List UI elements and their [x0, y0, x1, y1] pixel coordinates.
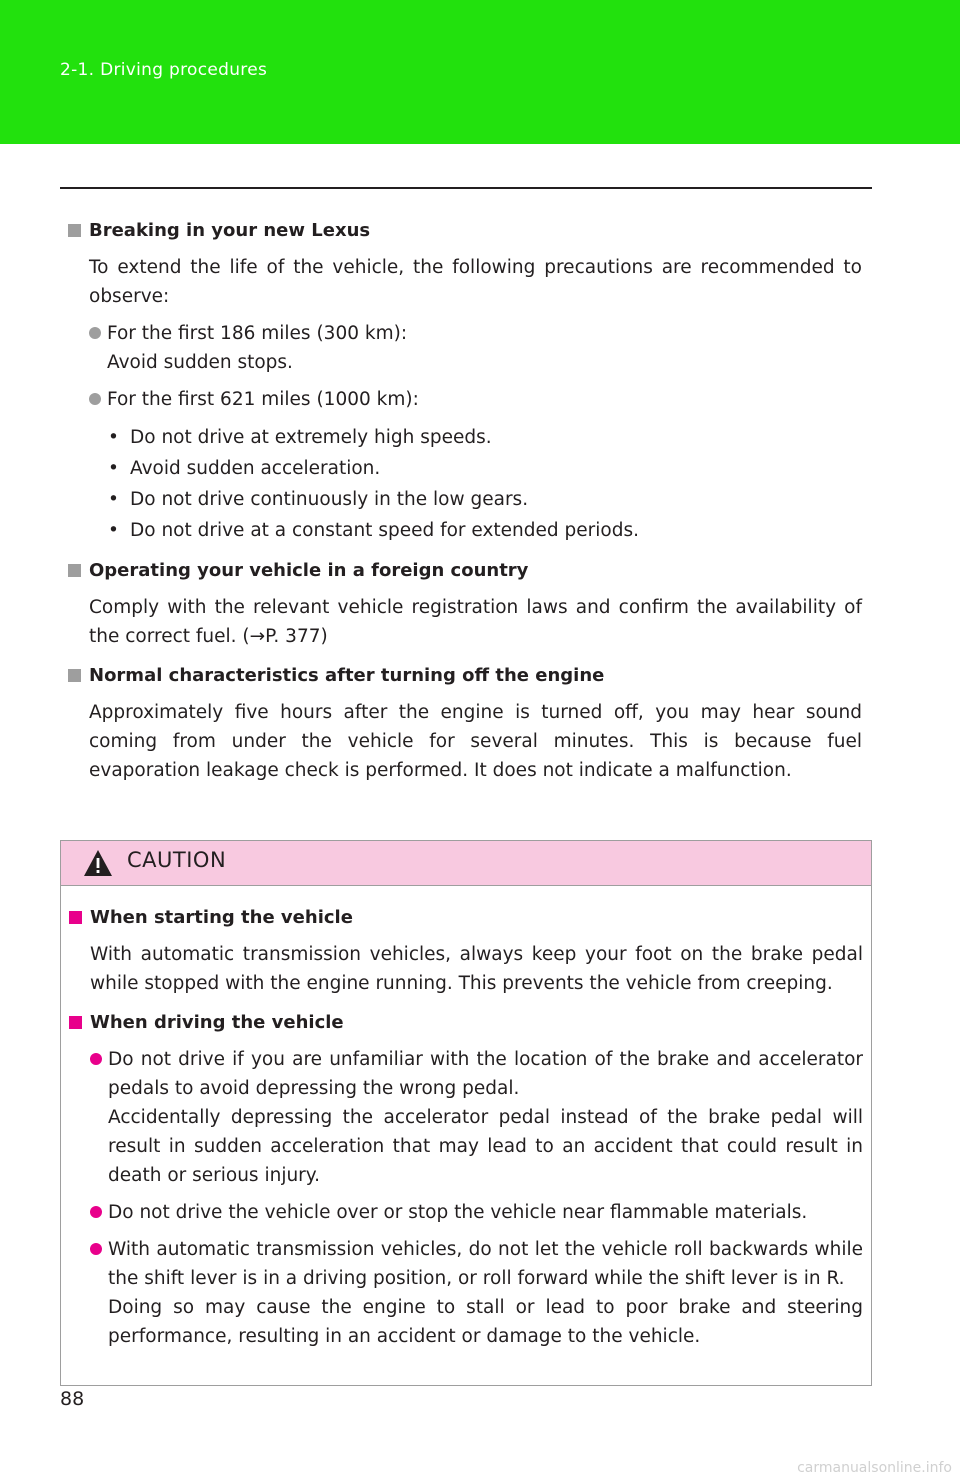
list-item	[90, 1235, 863, 1351]
sub-list-item: • Avoid sudden acceleration.	[108, 458, 381, 479]
sub-list-item: • Do not drive at extremely high speeds.	[108, 427, 492, 448]
page-number: 88	[60, 1388, 85, 1410]
circle-bullet-icon	[89, 327, 101, 339]
square-bullet-icon	[68, 669, 81, 682]
section-heading: Breaking in your new Lexus	[89, 220, 371, 241]
section-body: Approximately five hours after the engine is turned off, you may hear sound coming from under the vehicle for several minutes. This is because fuel evaporation leakage check is performed. It does not indicate a malfunction.	[89, 702, 862, 781]
sub-list-item: • Do not drive at a constant speed for extended periods.	[108, 520, 639, 541]
list-item	[90, 1198, 863, 1227]
section-title: 2-1. Driving procedures	[60, 60, 268, 80]
caution-title: CAUTION	[127, 848, 227, 872]
list-item	[89, 385, 862, 414]
section-engine-off	[68, 661, 862, 785]
caution-box	[60, 840, 872, 1386]
caution-section-driving	[69, 1008, 863, 1351]
circle-bullet-icon	[90, 1243, 102, 1255]
square-bullet-icon	[69, 1016, 82, 1029]
page-header	[0, 0, 960, 144]
circle-bullet-icon	[90, 1053, 102, 1065]
section-foreign-country	[68, 556, 862, 651]
section-body: Comply with the relevant vehicle registration laws and confirm the availability of the correct fuel. (→P. 377)	[89, 597, 862, 647]
section-breaking-in	[68, 216, 862, 546]
bullet-text: For the first 621 miles (1000 km):	[107, 389, 419, 410]
sub-list-item: • Do not drive continuously in the low gears.	[108, 489, 529, 510]
bullet-text: For the first 186 miles (300 km):	[107, 323, 408, 344]
section-heading: When driving the vehicle	[90, 1012, 344, 1033]
square-bullet-icon	[68, 564, 81, 577]
circle-bullet-icon	[89, 393, 101, 405]
section-heading: When starting the vehicle	[90, 907, 353, 928]
section-body: With automatic transmission vehicles, always keep your foot on the brake pedal while stopped with the engine running. This prevents the vehicle from creeping.	[90, 944, 863, 994]
bullet-text: Do not drive if you are unfamiliar with the location of the brake and accelerator pedals to avoid depressing the wrong pedal.	[108, 1049, 863, 1099]
main-content	[68, 216, 862, 795]
caution-header	[61, 841, 871, 886]
caution-content	[69, 903, 863, 1361]
section-intro: To extend the life of the vehicle, the following precautions are recommended to observe:	[89, 257, 862, 307]
bullet-text: Avoid sudden stops.	[107, 352, 293, 373]
sub-list	[108, 422, 862, 546]
circle-bullet-icon	[90, 1206, 102, 1218]
warning-icon	[83, 849, 113, 877]
caution-section-starting	[69, 903, 863, 998]
section-heading: Normal characteristics after turning off the engine	[89, 665, 605, 686]
list-item	[89, 319, 862, 377]
square-bullet-icon	[68, 224, 81, 237]
bullet-text: Doing so may cause the engine to stall or lead to poor brake and steering performance, resulting in an accident or damage to the vehicle.	[108, 1297, 863, 1347]
bullet-text: Accidentally depressing the accelerator pedal instead of the brake pedal will result in sudden acceleration that may lead to an accident that could result in death or serious injury.	[108, 1107, 863, 1186]
bullet-text: With automatic transmission vehicles, do not let the vehicle roll backwards while the shift lever is in a driving position, or roll forward while the shift lever is in R.	[108, 1239, 863, 1289]
square-bullet-icon	[69, 911, 82, 924]
list-item	[90, 1045, 863, 1190]
divider	[60, 187, 872, 189]
bullet-text: Do not drive the vehicle over or stop the vehicle near flammable materials.	[108, 1202, 808, 1223]
section-heading: Operating your vehicle in a foreign country	[89, 560, 529, 581]
watermark: carmanualsonline.info	[797, 1460, 952, 1476]
